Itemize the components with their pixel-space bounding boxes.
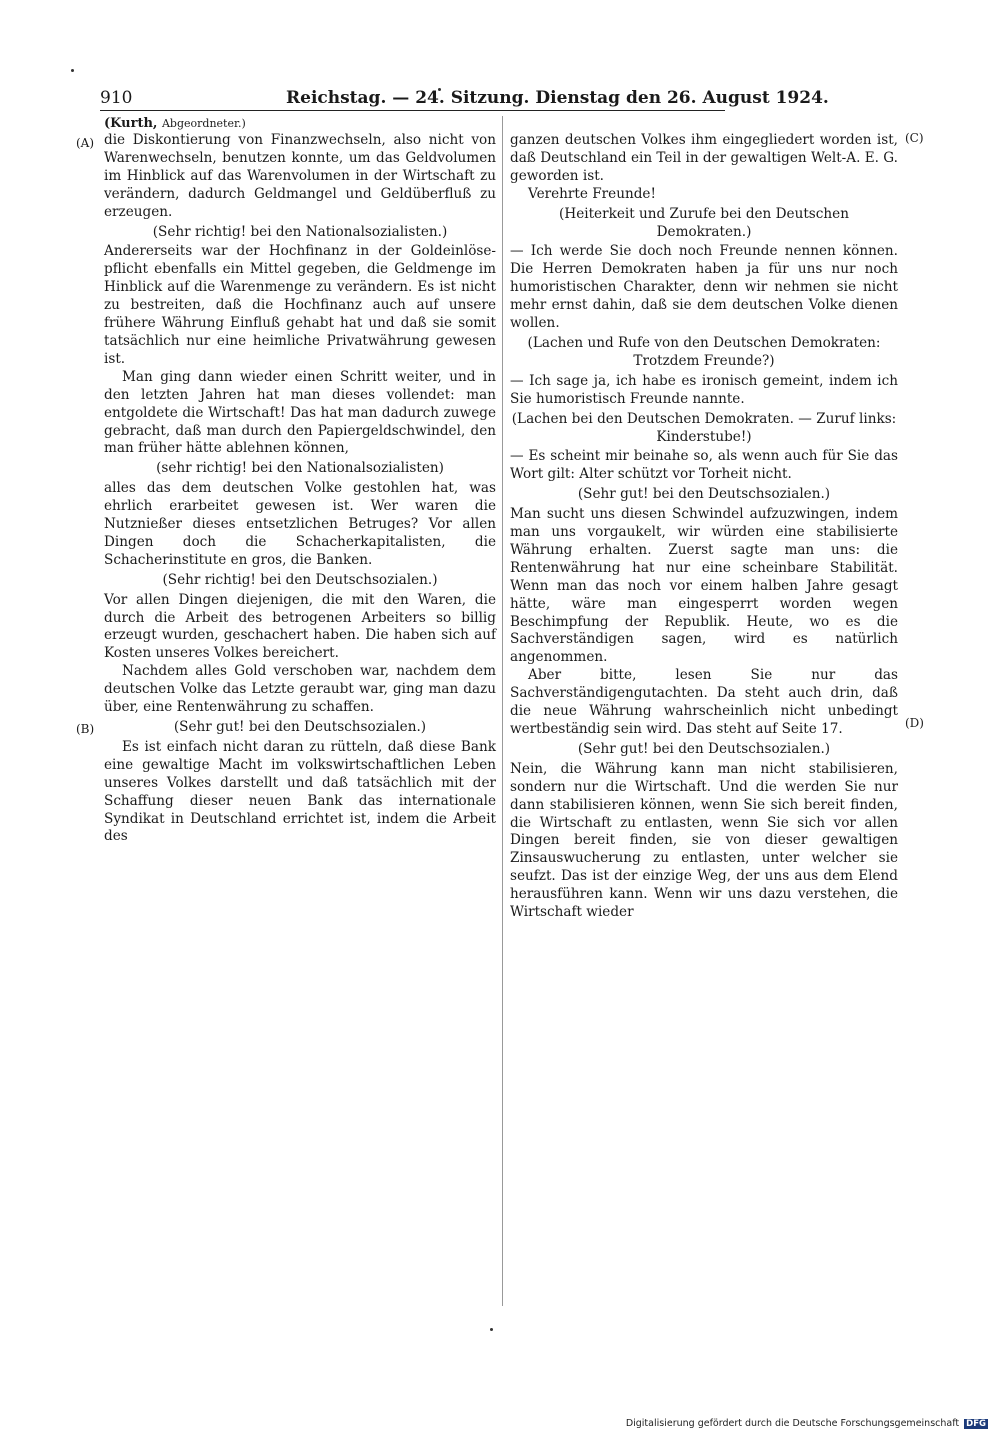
interjection: (Sehr gut! bei den Deutschsozialen.) <box>577 486 831 503</box>
interjection: (Heiterkeit und Zurufe bei den Deutschen Demokraten.) <box>559 205 849 240</box>
dfg-logo: DFG <box>966 1418 986 1429</box>
paragraph: ganzen deutschen Volkes ihm eingegliedert worden ist, daß Deutschland ein Teil in der gewaltigen Welt-A. E. G. geworden ist. <box>510 132 898 184</box>
paragraph: — Ich sage ja, ich habe es ironisch gemeint, indem ich Sie humoristisch Freunde nannte. <box>510 372 898 407</box>
speaker-name: (Kurth, <box>104 116 158 131</box>
margin-mark-d: (D) <box>905 716 924 730</box>
footer-text: Digitalisierung gefördert durch die Deutsche Forschungsgemeinschaft <box>625 1418 960 1429</box>
interjection: (sehr richtig! bei den Nationalsozialisten) <box>156 460 444 477</box>
margin-mark-b: (B) <box>76 722 95 736</box>
footer-credit <box>626 1418 988 1429</box>
page-title: Reichstag. — 24. Sitzung. Dienstag den 26. August 1924. <box>286 88 829 108</box>
right-column <box>510 132 898 922</box>
speaker-role: Abgeordneter.) <box>161 117 246 130</box>
speaker-label <box>104 116 246 131</box>
margin-mark-c: (C) <box>905 131 924 145</box>
paragraph: Man sucht uns diesen Schwindel aufzuzwingen, indem man uns vorgaukelt, wir würden eine stabilisierte Währung erhalten. Zuerst sagte man uns: die Rentenwährung hat nur eine scheinbare Stabilität. Wenn man das noch vor einem halben Jahre gesagt hätte, wäre man eingesperrt worden wegen Beschimpfung der Republik. Heute, wo es die Sachverständigen sagen, wird es natürlich angenommen. <box>510 506 898 666</box>
interjection: (Sehr gut! bei den Deutschsozialen.) <box>577 740 831 757</box>
paragraph: Vor allen Dingen diejenigen, die mit den Waren, die durch die Arbeit des betrogenen Arbeiters so billig erzeugt wurden, geschachert haben. Die haben sich auf Kosten unseres Volkes bereichert. <box>104 591 496 662</box>
scan-speck <box>490 1328 493 1331</box>
paragraph: alles das dem deutschen Volke gestohlen hat, was ehrlich erarbeitet gewesen ist. Wer waren die Nutznießer dieses entsetzlichen Betruges? Vor allen Dingen doch die Schacherkapitalisten, die Schacherinstitute en gros, die Banken. <box>104 480 496 568</box>
paragraph: — Es scheint mir beinahe so, als wenn auch für Sie das Wort gilt: Alter schützt vor Torheit nicht. <box>510 448 898 483</box>
page-header <box>100 88 829 111</box>
paragraph: Man ging dann wieder einen Schritt weiter, und in den letzten Jahren hat man dieses vollendet: man entgoldete die Wirtschaft! Das hat man dadurch zuwege gebracht, daß man durch den Papiergeldschwindel, den man früher hätte ablehnen können, <box>104 368 496 457</box>
paragraph: — Ich werde Sie doch noch Freunde nennen können. Die Herren Demokraten haben ja für uns nur noch humoristischen Charakter, denn wir nehmen sie nicht mehr ernst dahin, daß sie dem deutschen Volke dienen wollen. <box>510 243 898 332</box>
column-divider <box>502 116 503 1306</box>
page-number: 910 <box>100 88 133 108</box>
paragraph: Verehrte Freunde! <box>528 185 656 202</box>
paragraph: Aber bitte, lesen Sie nur das Sachverständigengutachten. Da steht auch drin, daß die neue Währung wahrscheinlich nicht unbedingt wertbeständig sein wird. Das steht auf Seite 17. <box>510 667 898 737</box>
interjection: (Sehr gut! bei den Deutschsozialen.) <box>173 719 427 735</box>
margin-mark-a: (A) <box>76 136 95 150</box>
paragraph: Andererseits war der Hochfinanz in der Goldeinlöse-pflicht ebenfalls ein Mittel gegeben, die Geldmenge im Hinblick auf die Warenmenge zu verändern. Es ist nicht zu bestreiten, daß die Hochfinanz auch auf unsere frühere Währung Einfluß gehabt hat und daß sie somit tatsächlich nur eine heimliche Privatwährung gewesen ist. <box>104 243 496 367</box>
interjection: (Sehr richtig! bei den Deutschsozialen.) <box>162 571 438 588</box>
left-column <box>104 132 496 846</box>
paragraph: Nachdem alles Gold verschoben war, nachdem dem deutschen Volke das Letzte geraubt war, ging man dazu über, eine Rentenwährung zu schaffen. <box>104 663 496 716</box>
interjection: (Lachen bei den Deutschen Demokraten. — Zuruf links: Kinderstube!) <box>511 410 897 445</box>
interjection: (Lachen und Rufe von den Deutschen Demokraten: Trotzdem Freunde?) <box>527 334 881 369</box>
paragraph: die Diskontierung von Finanzwechseln, also nicht von Warenwechseln, benutzen konnte, um das Geldvolumen im Hinblick auf das Warenvolumen in der Wirtschaft zu verändern, dadurch Geldmangel und Geldüberfluß zu erzeugen. <box>104 132 496 220</box>
paragraph: Es ist einfach nicht daran zu rütteln, daß diese Bank eine gewaltige Macht im volkswirtschaftlichen Leben unseres Volkes darstellt und daß tatsächlich mit der Schaffung dieser neuen Bank das internationale Syndikat in Deutschland errichtet ist, indem die Arbeit des <box>104 738 496 845</box>
paragraph: Nein, die Währung kann man nicht stabilisieren, sondern nur die Wirtschaft. Und die werden Sie nur dann stabilisieren können, wenn Sie sich bereit finden, die Wirtschaft zu entlasten, wenn Sie sich vor allen Dingen bereit finden, sie von dieser gewaltigen Zinsauswucherung zu entlasten, unter welcher sie seufzt. Das ist der einzige Weg, der uns aus dem Elend herausführen kann. Wenn wir uns dazu verstehen, die Wirtschaft wieder <box>510 760 898 921</box>
scan-speck <box>71 69 74 72</box>
interjection: (Sehr richtig! bei den Nationalsozialisten.) <box>152 223 448 240</box>
